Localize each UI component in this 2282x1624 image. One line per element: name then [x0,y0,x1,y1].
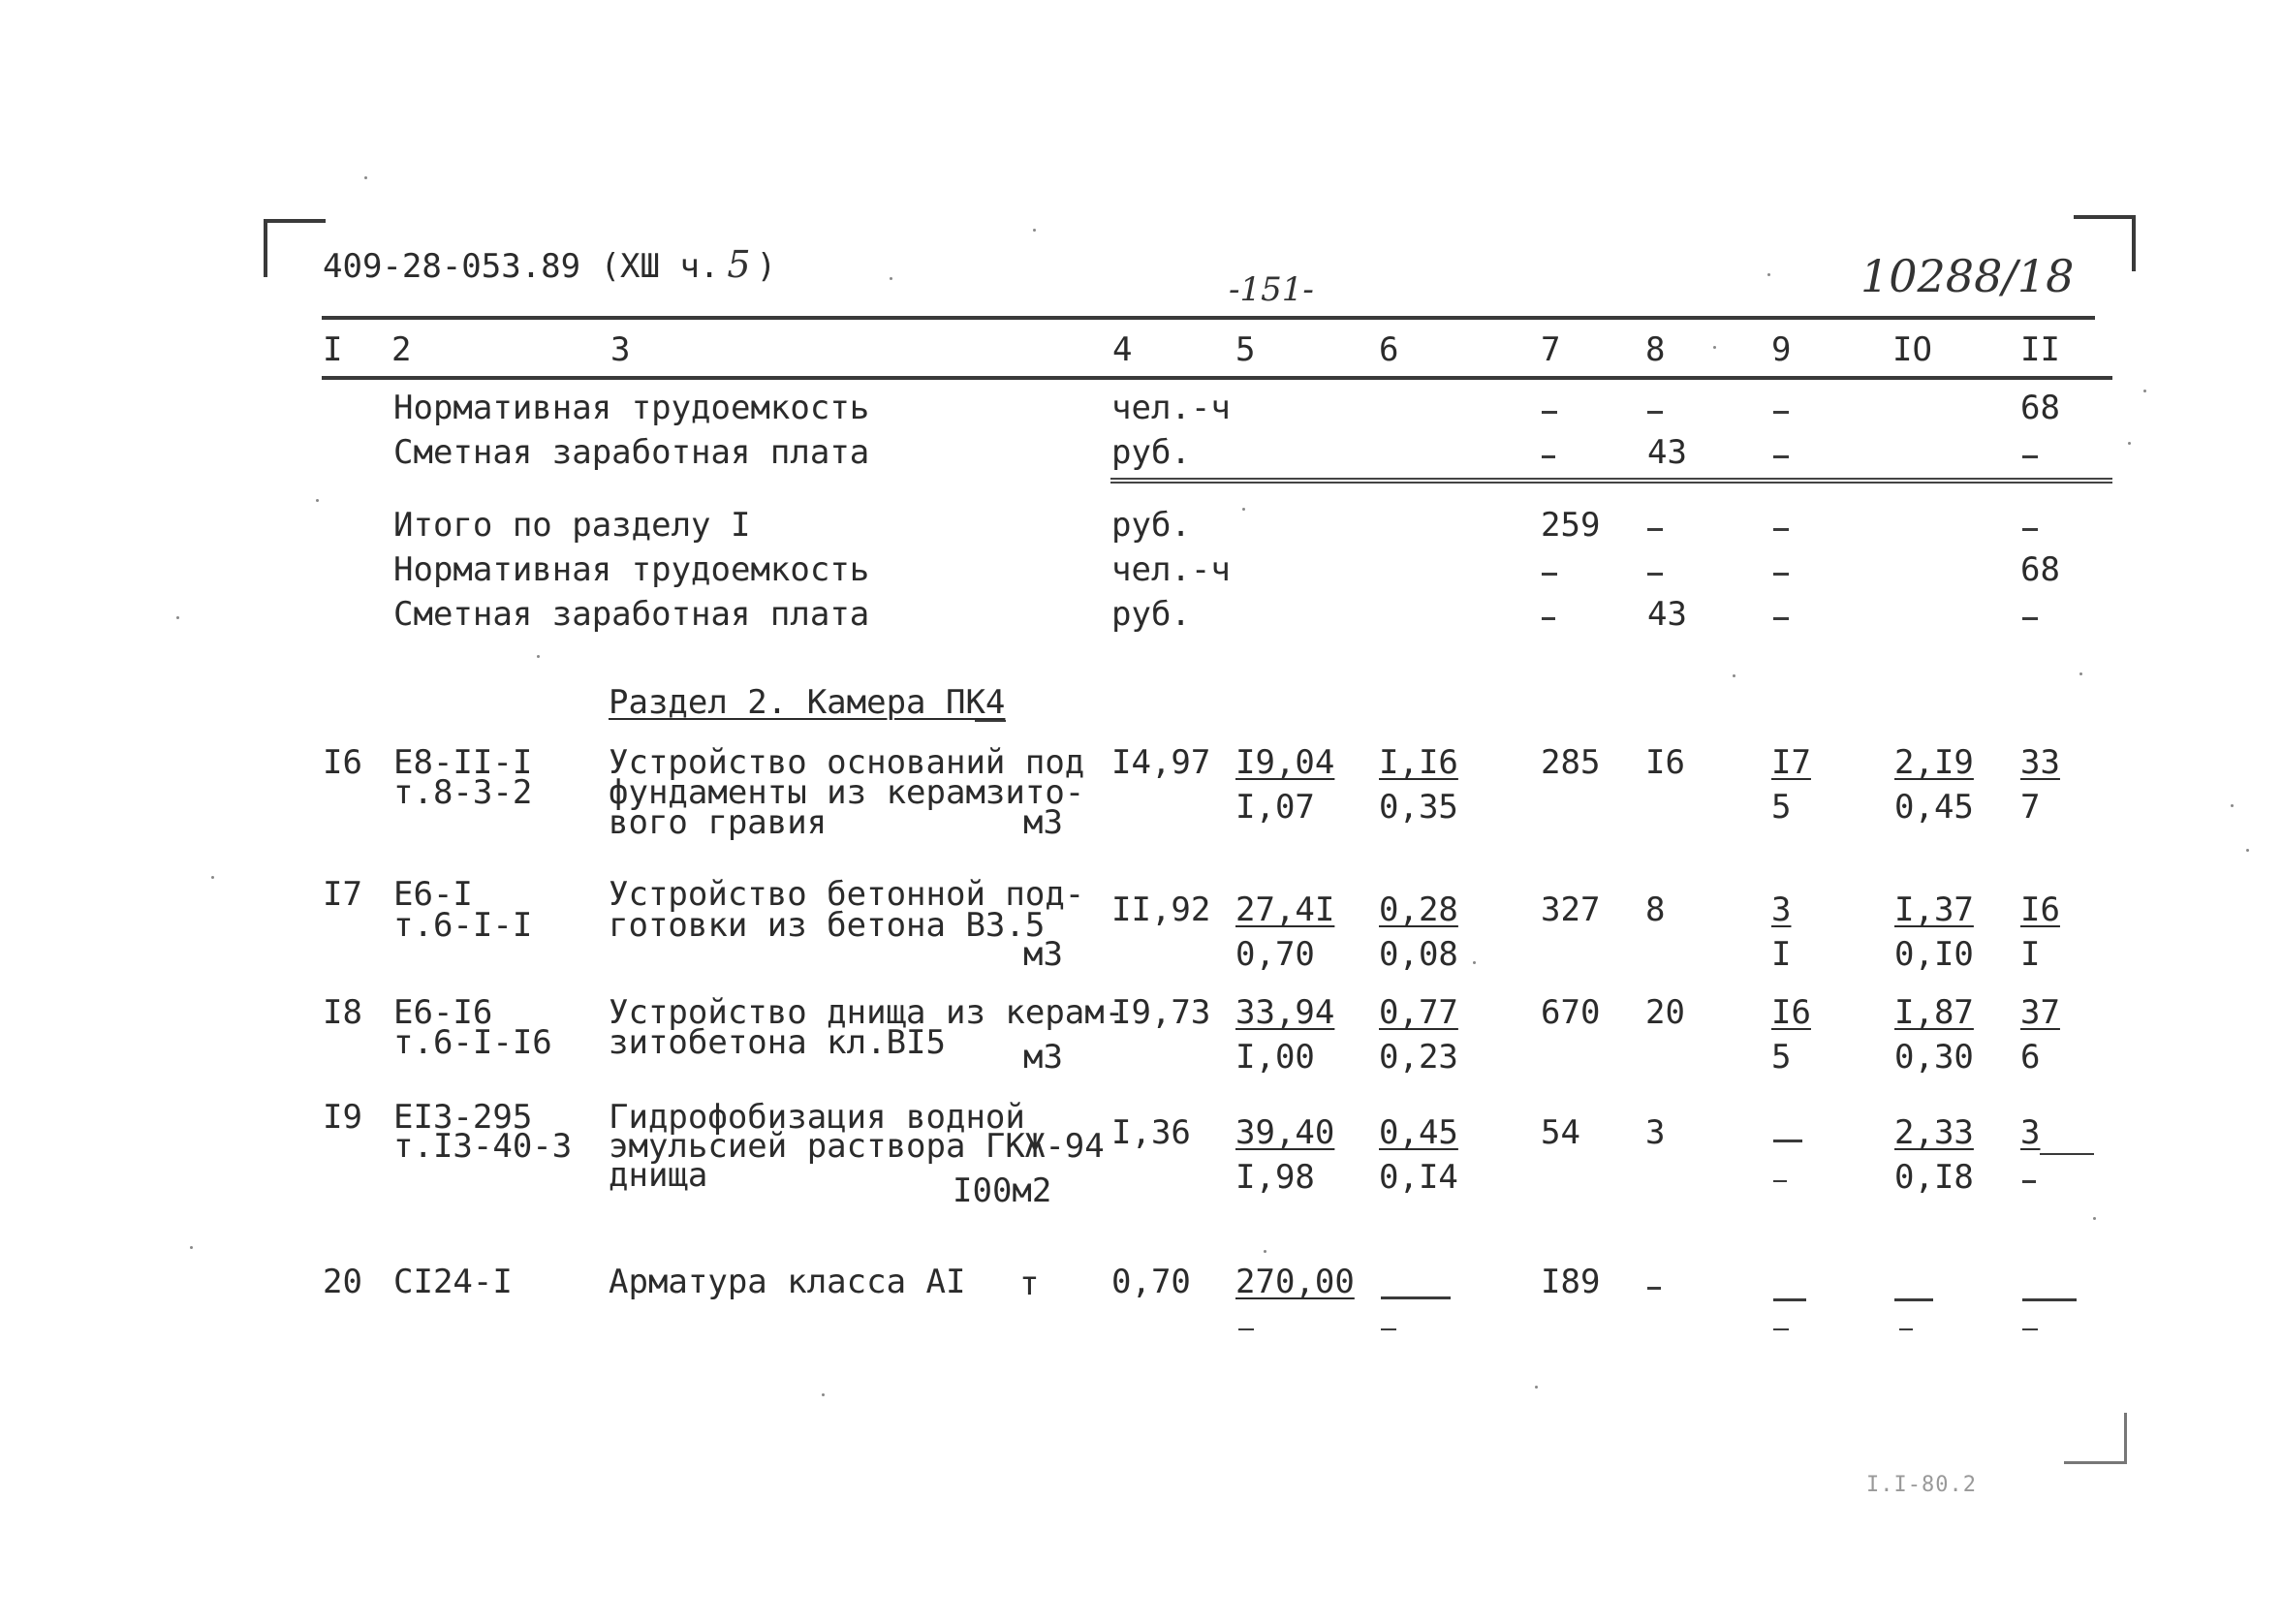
row-c5-top: 270,00 [1235,1263,1355,1301]
scan-speck [1264,1250,1266,1253]
row-c7: 327 [1541,890,1601,929]
wage-unit-1: руб. [1111,433,1191,472]
row-c11-top-dash [2022,1298,2077,1301]
row-quantity: I4,97 [1111,743,1211,782]
wage-label-2: Сметная заработная плата [393,595,870,634]
row-c10-top: 2,33 [1894,1113,1974,1152]
row-number: I7 [323,875,362,914]
row-c10-bottom: 0,I8 [1894,1158,1974,1197]
row-number: I8 [323,993,362,1032]
labor-c8-dash-2 [1647,573,1663,576]
scan-speck [2079,672,2082,675]
sheet-number: 10288/18 [1860,250,2075,302]
section-total-unit: руб. [1111,506,1191,545]
column-header-7: 7 [1541,330,1561,369]
row-unit: м3 [1023,803,1063,842]
wage-c8-1: 43 [1647,433,1687,472]
wage-c11-dash-2 [2022,617,2038,620]
row-c9-bottom: 5 [1771,788,1792,827]
row-desc-line: Устройство оснований под [609,743,1085,782]
scan-speck [537,655,540,658]
scan-speck [1033,229,1036,232]
row-c11-bottom: I [2020,935,2041,974]
row-c10-top: I,37 [1894,890,1974,929]
column-header-10: IO [1892,330,1932,369]
footer-stamp: I.I-80.2 [1866,1473,1977,1497]
row-c11-bottom-dash [2022,1328,2038,1330]
row-c7: I89 [1541,1263,1601,1301]
row-code: ЕI3-295 [393,1098,533,1137]
row-desc-line: готовки из бетона В3.5 [609,906,1046,945]
scan-speck [1733,674,1735,677]
row-c11-top: 3 [2020,1113,2041,1152]
scan-speck [364,176,367,179]
scan-speck [1713,346,1716,349]
row-c9-bottom-dash [1773,1180,1787,1182]
row-c10-bottom: 0,45 [1894,788,1974,827]
wage-unit-2: руб. [1111,595,1191,634]
row-unit: м3 [1023,935,1063,974]
row-c9-top-dash [1773,1140,1802,1142]
row-c6-bottom: 0,23 [1379,1038,1458,1077]
scan-speck [2093,1217,2096,1220]
total-c9-dash [1773,528,1789,531]
header-bottom-rule [322,376,2112,380]
row-c6-top-dash [1381,1296,1451,1299]
row-c6-top: 0,28 [1379,890,1458,929]
row-c8: 20 [1645,993,1685,1032]
column-header-3: 3 [610,330,631,369]
row-c8: I6 [1645,743,1685,782]
row-number: I9 [323,1098,362,1137]
row-desc-line: Арматура класса АI [609,1263,966,1301]
row-number: 20 [323,1263,362,1301]
row-c10-bottom-dash [1899,1328,1913,1330]
row-c9-top-dash [1773,1298,1806,1301]
labor-c9-dash-1 [1773,411,1789,414]
row-c6-top: 0,45 [1379,1113,1458,1152]
row-c11-top: I6 [2020,890,2060,929]
row-code: СI24-I [393,1263,513,1301]
row-c11-top: 33 [2020,743,2060,782]
row-desc-line: эмульсией раствора ГКЖ-94 [609,1127,1105,1166]
row-c6-bottom: 0,35 [1379,788,1458,827]
wage-c7-dash-2 [1542,617,1555,620]
row-desc-line: зитобетона кл.ВI5 [609,1023,946,1062]
scan-speck [2246,849,2249,852]
row-c6-top: 0,77 [1379,993,1458,1032]
document-code [323,243,777,286]
row-code: Е6-I [393,875,473,914]
row-c9-bottom-dash [1773,1328,1789,1330]
row-c5-top: 39,40 [1235,1113,1335,1152]
column-header-2: 2 [391,330,412,369]
row-c6-bottom: 0,08 [1379,935,1458,974]
scan-speck [190,1246,193,1249]
section-total-label: Итого по разделу I [393,506,751,545]
row-c10-bottom: 0,30 [1894,1038,1974,1077]
row-c11-top: 37 [2020,993,2060,1032]
labor-label-1: Нормативная трудоемкость [393,389,870,427]
row-c7: 54 [1541,1113,1580,1152]
labor-c7-dash-1 [1542,411,1557,414]
row-desc-line: фундаменты из керамзито- [609,773,1085,812]
top-left-corner-mark [264,219,326,277]
row-code: Е6-I6 [393,993,493,1032]
row-code-ref: т.6-I-I [393,906,533,945]
row-c11-underline-tail [2040,1153,2094,1155]
row-c10-top: 2,I9 [1894,743,1974,782]
row-c9-bottom: I [1771,935,1792,974]
wage-c11-dash-1 [2022,455,2038,458]
row-c6-top: I,I6 [1379,743,1458,782]
row-number: I6 [323,743,362,782]
row-c11-bottom: 7 [2020,788,2041,827]
scan-speck [1535,1386,1538,1389]
row-c8-dash [1647,1287,1661,1290]
row-desc-line: днища [609,1156,708,1195]
top-right-corner-mark [2074,215,2136,271]
column-header-9: 9 [1771,330,1792,369]
row-c7: 670 [1541,993,1601,1032]
scan-speck [822,1393,825,1396]
doc-code-close: ) [756,247,777,286]
row-c9-bottom: 5 [1771,1038,1792,1077]
row-c10-top-dash [1894,1298,1933,1301]
wage-c9-dash-2 [1773,617,1789,620]
column-header-6: 6 [1379,330,1399,369]
labor-c11-2: 68 [2020,550,2060,589]
column-header-11: II [2020,330,2060,369]
labor-label-2: Нормативная трудоемкость [393,550,870,589]
row-c5-bottom: I,98 [1235,1158,1315,1197]
row-desc-line: Устройство бетонной под- [609,875,1085,914]
labor-c8-dash-1 [1647,411,1663,414]
row-c11-bottom-dash [2022,1180,2036,1183]
row-quantity: II,92 [1111,890,1211,929]
row-unit: м3 [1023,1038,1063,1077]
row-desc-line: Устройство днища из керам- [609,993,1125,1032]
scan-speck [890,277,892,280]
scan-speck [2128,442,2131,445]
row-code: Е8-II-I [393,743,533,782]
column-header-5: 5 [1235,330,1256,369]
section-total-c7: 259 [1541,506,1601,545]
scan-speck [1242,508,1245,511]
scan-speck [176,616,179,619]
summary-divider-rule [1110,478,2112,484]
row-c8: 8 [1645,890,1666,929]
row-desc-line: Гидрофобизация водной [609,1098,1025,1137]
labor-unit-1: чел.-ч [1111,389,1231,427]
column-header-8: 8 [1645,330,1666,369]
bottom-right-corner-mark [2064,1413,2127,1464]
row-c9-top: 3 [1771,890,1792,929]
section-title-underline-tail [975,720,1006,722]
column-header-4: 4 [1112,330,1133,369]
row-c9-top: I6 [1771,993,1811,1032]
wage-label-1: Сметная заработная плата [393,433,870,472]
total-c8-dash [1647,528,1663,531]
header-top-rule [322,316,2095,320]
row-c5-bottom: 0,70 [1235,935,1315,974]
doc-code-text: 409-28-053.89 (ХШ ч. [323,247,720,286]
scan-speck [2143,390,2146,392]
row-code-ref: т.I3-40-3 [393,1127,573,1166]
row-quantity: I9,73 [1111,993,1211,1032]
scan-speck [316,499,319,502]
labor-c11-1: 68 [2020,389,2060,427]
row-quantity: I,36 [1111,1113,1191,1152]
scan-speck [211,876,214,879]
scan-speck [1473,961,1476,964]
wage-c9-dash-1 [1773,455,1789,458]
row-c9-top: I7 [1771,743,1811,782]
scan-speck [2231,804,2234,807]
section-title: Раздел 2. Камера ПК4 [609,683,1006,722]
wage-c7-dash-1 [1542,455,1555,458]
row-c8: 3 [1645,1113,1666,1152]
row-code-ref: т.6-I-I6 [393,1023,552,1062]
labor-c9-dash-2 [1773,573,1789,576]
row-code-ref: т.8-3-2 [393,773,533,812]
page-number: -151- [1229,270,1314,309]
column-header-1: I [323,330,343,369]
wage-c8-2: 43 [1647,595,1687,634]
labor-unit-2: чел.-ч [1111,550,1231,589]
row-c6-bottom-dash [1381,1328,1396,1330]
scan-speck [1767,273,1770,276]
row-quantity: 0,70 [1111,1263,1191,1301]
labor-c7-dash-2 [1542,573,1557,576]
row-c6-bottom: 0,I4 [1379,1158,1458,1197]
row-c5-top: 27,4I [1235,890,1335,929]
row-c5-bottom-dash [1238,1328,1254,1330]
row-c5-top: I9,04 [1235,743,1335,782]
row-c11-bottom: 6 [2020,1038,2041,1077]
row-c7: 285 [1541,743,1601,782]
row-c5-top: 33,94 [1235,993,1335,1032]
row-c10-bottom: 0,I0 [1894,935,1974,974]
row-c5-bottom: I,00 [1235,1038,1315,1077]
row-c5-bottom: I,07 [1235,788,1315,827]
total-c11-dash [2022,528,2038,531]
row-unit: I00м2 [953,1171,1052,1210]
row-desc-line: вого гравия [609,803,828,842]
row-c10-top: I,87 [1894,993,1974,1032]
part-number: 5 [727,243,751,286]
row-unit: т [1019,1265,1040,1303]
